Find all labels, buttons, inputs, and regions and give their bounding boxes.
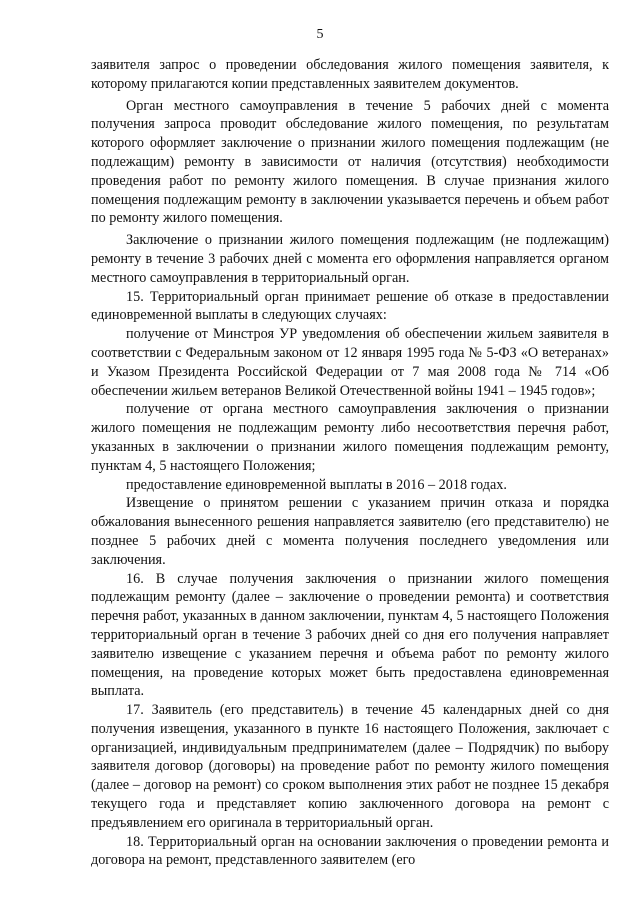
paragraph-clause-18: 18. Территориальный орган на основании заключения о проведении ремонта и договора на ремонт, представленного заявителем (его — [91, 833, 609, 869]
paragraph-refusal-notice: Извещение о принятом решении с указанием причин отказа и порядка обжалования вынесенного решения направляется заявителю (его представителю) не позднее 5 рабочих дней с момента получения последнего уведомления или заключения. — [91, 495, 609, 568]
paragraph-conclusion-sent: Заключение о признании жилого помещения подлежащим (не подлежащим) ремонту в течение 3 рабочих дней с момента его оформления направляется органом местного самоуправления в территориальный орган. — [91, 232, 609, 286]
paragraph-inspection: Орган местного самоуправления в течение 5 рабочих дней с момента получения запроса проводит обследование жилого помещения, по результатам которого оформляет заключение о признании жилого помещения подлежащим (не подлежащим) ремонту в зависимости от наличия (отсутствия) необходимости проведения работ по ремонту жилого помещения. В случае признания жилого помещения подлежащим ремонту в заключении указывается перечень и объем работ по ремонту жилого помещения. — [91, 97, 609, 227]
page-number: 5 — [316, 27, 324, 42]
paragraph-clause-17: 17. Заявитель (его представитель) в течение 45 календарных дней со дня получения извещения, указанного в пункте 16 настоящего Положения, заключает с организацией, индивидуальным предпринимателем (далее – Подрядчик) по выбору заявителя договор (договоры) на проведение работ по ремонту жилого помещения (далее – договор на ремонт) со сроком выполнения этих работ не позднее 15 декабря текущего года и представляет копию заключенного договора на ремонт с предъявлением его оригинала в территориальный орган. — [91, 702, 609, 831]
paragraph-refusal-case-2: получение от органа местного самоуправления заключения о признании жилого помещения не подлежащим ремонту либо несоответствия перечня работ, указанных в заключении о признании жилого помещения подлежащим ремонту, пунктам 4, 5 настоящего Положения; — [91, 401, 609, 474]
paragraph-clause-15: 15. Территориальный орган принимает решение об отказе в предоставлении единовременной выплаты в следующих случаях: — [91, 288, 609, 324]
paragraph-refusal-case-3: предоставление единовременной выплаты в 2016 – 2018 годах. — [126, 476, 507, 493]
document-body — [91, 56, 609, 870]
paragraph-refusal-case-1: получение от Минстроя УР уведомления об обеспечении жильем заявителя в соответствии с Федеральным законом от 12 января 1995 года № 5-ФЗ «О ветеранах» и Указом Президента Российской Федерации от 7 мая 2008 года № 714 «Об обеспечении жильем ветеранов Великой Отечественной войны 1941 – 1945 годов»; — [91, 326, 609, 399]
paragraph-continuation: заявителя запрос о проведении обследования жилого помещения заявителя, к которому прилагаются копии представленных заявителем документов. — [91, 57, 609, 92]
paragraph-clause-16: 16. В случае получения заключения о признании жилого помещения подлежащим ремонту (далее – заключение о проведении ремонта) и соответствия перечня работ, указанных в данном заключении, пунктам 4, 5 настоящего Положения территориальный орган в течение 3 рабочих дней со дня его получения направляет заявителю извещение с указанием перечня и объема работ по ремонту жилого помещения, на проведение которых может быть предоставлена единовременная выплата. — [91, 570, 609, 700]
